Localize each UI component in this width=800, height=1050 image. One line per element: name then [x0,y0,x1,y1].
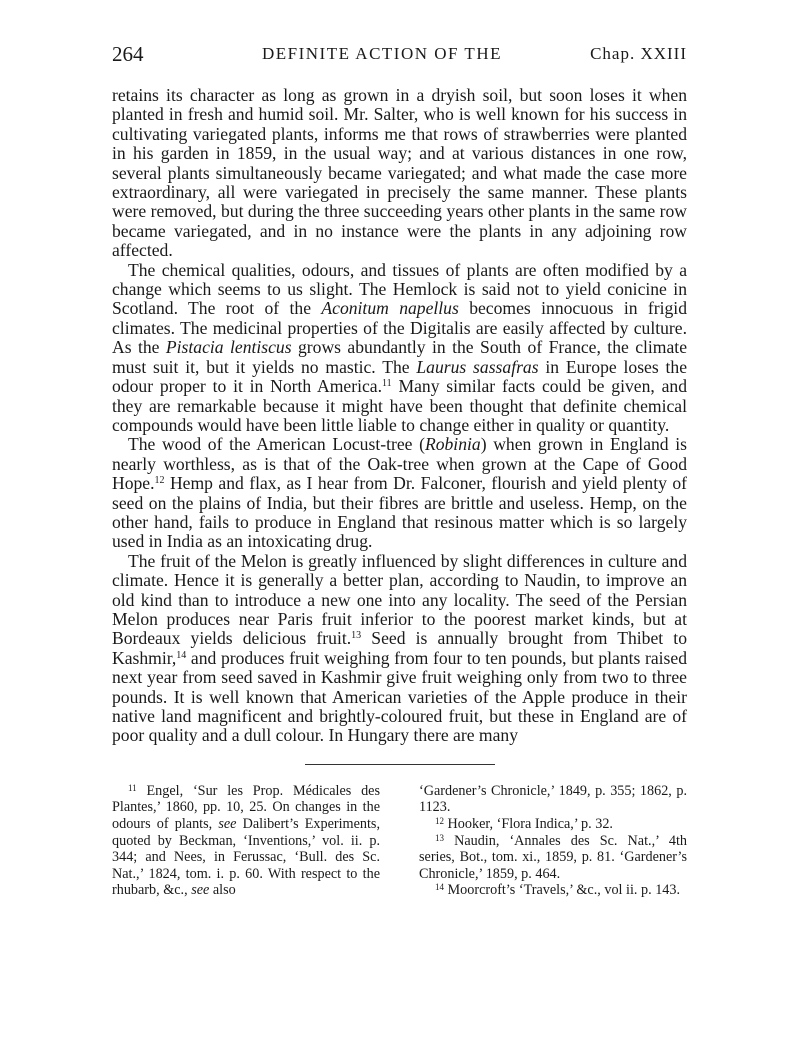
running-header [112,42,687,72]
paragraph [112,435,687,551]
text-run: also [209,882,236,899]
text-run: Engel, ‘Sur les Prop. Médicales des Plantes,’ 1860, pp. 10, 25. On changes in the odours of plants, [112,782,380,832]
footnote-marker: 14 [435,882,444,893]
running-title: DEFINITE ACTION OF THE [262,44,502,63]
footnotes-left-column [112,783,380,899]
footnote-marker: 13 [435,832,444,843]
text-run: Moorcroft’s ‘Travels,’ &c., vol ii. p. 143. [444,882,681,899]
text-run: Naudin, ‘Annales des Sc. Nat.,’ 4th series, Bot., tom. xi., 1859, p. 81. ‘Gardener’s Chronicle,’ 1859, p. 464. [419,832,687,882]
text-run: ) when grown in England is nearly worthless, as is that of the Oak-tree when grown at the Cape of Good Hope. [112,434,687,494]
text-run: grows abundantly in the South of France, the climate must suit it, but it yields no mastic. The [112,337,687,377]
chapter-label: Chap. XXIII [590,44,687,63]
footnote-marker: 13 [351,630,362,642]
footnote [419,833,687,883]
text-run: Hooker, ‘Flora Indica,’ p. 32. [444,816,613,832]
text-run: and produces fruit weighing from four to ten pounds, but plants raised next year from seed saved in Kashmir give fruit weighing only from two to three pounds. It is well known that American varieties of the Apple produce in their native land magnificent and brightly-coloured fruit, but these in England are of poor quality and a dull colour. In Hungary there are many [112,647,687,746]
paragraph [112,86,687,261]
text-run: The chemical qualities, odours, and tissues of plants are often modified by a change which seems to us slight. The Hemlock is said not to yield conicine in Scotland. The root of the [112,259,687,319]
text-run: The wood of the American Locust-tree ( [128,434,425,455]
footnote-marker: 12 [154,475,165,487]
text-run: becomes innocuous in frigid climates. The medicinal properties of the Digitalis are easily affected by culture. As the [112,298,687,358]
italic-text: see [218,816,237,832]
text-run: Seed is annually brought from Thibet to Kashmir, [112,628,687,668]
paragraph [112,261,687,436]
footnote-marker: 14 [176,649,187,661]
text-run: Hemp and flax, as I hear from Dr. Falconer, flourish and yield plenty of seed on the plains of India, but their fibres are brittle and useless. Hemp, on the other hand, fails to produce in England that resinous matter which is so largely used in India as an intoxicating drug. [112,473,687,552]
footnote-rule [305,764,495,765]
footnotes-right-column [419,783,687,899]
italic-text: see [191,882,210,899]
footnote [112,783,380,899]
paragraph [112,552,687,746]
italic-text: Aconitum napellus [321,298,459,319]
text-run: Many similar facts could be given, and they are remarkable because it might have been thought that definite chemical compounds would have been little liable to change either in quality or quantity. [112,376,687,435]
italic-text: Robinia [424,434,481,455]
italic-text: Pistacia lentiscus [165,337,292,358]
page-number: 264 [112,42,144,66]
text-run: The fruit of the Melon is greatly influenced by slight differences in culture and climate. Hence it is generally a better plan, according to Naudin, to improve an old kind than to introduce a new one into any locality. The seed of the Persian Melon produces near Paris fruit inferior to the poorest market kinds, but at Bordeaux yields delicious fruit. [112,550,687,649]
footnote [419,816,687,833]
footnotes [112,783,687,899]
text-run: ‘Gardener’s Chronicle,’ 1849, p. 355; 1862, p. 1123. [419,782,687,816]
footnote [419,882,687,899]
footnote [419,783,687,816]
text-run: Dalibert’s Experiments, quoted by Beckman, ‘Inventions,’ vol. ii. p. 344; and Nees, in Ferussac, ‘Bull. des Sc. Nat.,’ 1824, tom. i. p. 60. With respect to the rhubarb, &c., [112,816,380,899]
book-page [112,42,687,899]
footnote-marker: 11 [128,782,137,793]
footnote-marker: 12 [435,816,444,826]
body-text [112,86,687,746]
footnote-marker: 11 [382,378,392,390]
italic-text: Laurus sassafras [416,356,539,377]
text-run: retains its character as long as grown in a dryish soil, but soon loses it when planted in fresh and humid soil. Mr. Salter, who is well known for his success in cultivating variegated plants, informs me that rows of strawberries were planted in his garden in 1859, in the usual way; and at various distances in one row, several plants simultaneously became variegated; and what made the case more extraordinary, all were variegated in precisely the same manner. These plants were removed, but during the three succeeding years other plants in the same row became variegated, and in no instance were the plants in any adjoining row affected. [112,85,687,261]
text-run: in Europe loses the odour proper to it in North America. [112,356,688,397]
